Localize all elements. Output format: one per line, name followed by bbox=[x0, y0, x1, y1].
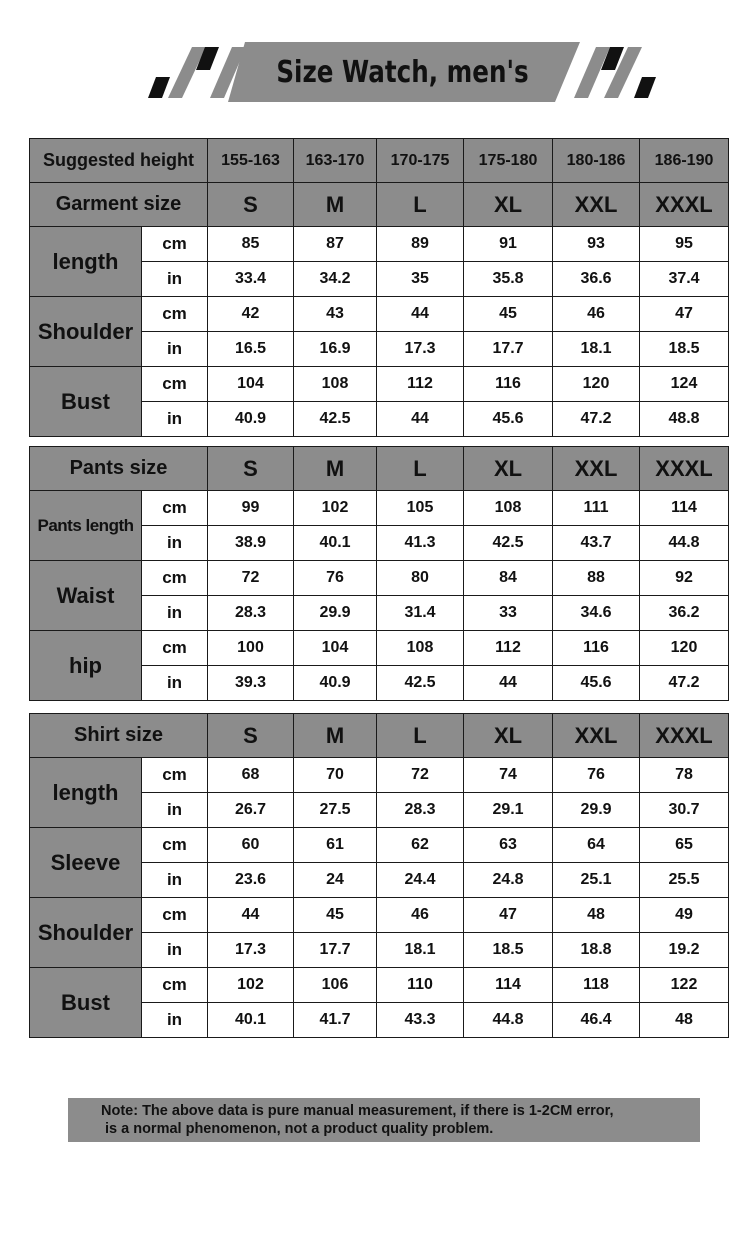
value-cell: 29.9 bbox=[553, 793, 640, 828]
value-cell: 88 bbox=[553, 561, 640, 596]
unit-label: in bbox=[142, 262, 208, 297]
pants-size-table bbox=[29, 446, 729, 701]
value-cell: 45 bbox=[464, 297, 553, 332]
value-cell: 45.6 bbox=[464, 402, 553, 437]
note-line-1: Note: The above data is pure manual measurement, if there is 1-2CM error, bbox=[101, 1103, 614, 1119]
value-cell: 43.3 bbox=[377, 1003, 464, 1038]
value-cell: 28.3 bbox=[208, 596, 294, 631]
value-cell: 48 bbox=[553, 898, 640, 933]
unit-label: in bbox=[142, 793, 208, 828]
value-cell: 48 bbox=[640, 1003, 729, 1038]
value-cell: 16.5 bbox=[208, 332, 294, 367]
garment-size-row bbox=[30, 183, 729, 227]
value-cell: 44.8 bbox=[640, 526, 729, 561]
value-cell: 18.8 bbox=[553, 933, 640, 968]
value-cell: 116 bbox=[464, 367, 553, 402]
table-row bbox=[30, 968, 729, 1003]
value-cell: 33 bbox=[464, 596, 553, 631]
table-row bbox=[30, 297, 729, 332]
value-cell: 92 bbox=[640, 561, 729, 596]
height-range: 180-186 bbox=[553, 139, 640, 183]
value-cell: 114 bbox=[640, 491, 729, 526]
value-cell: 62 bbox=[377, 828, 464, 863]
size-header: XXXL bbox=[640, 447, 729, 491]
value-cell: 37.4 bbox=[640, 262, 729, 297]
pants-size-label: Pants size bbox=[30, 447, 208, 491]
unit-label: cm bbox=[142, 297, 208, 332]
size-header: XL bbox=[464, 447, 553, 491]
size-header: L bbox=[377, 447, 464, 491]
garment-size-label: Garment size bbox=[30, 183, 208, 227]
table-row bbox=[30, 367, 729, 402]
value-cell: 18.5 bbox=[464, 933, 553, 968]
height-range: 163-170 bbox=[294, 139, 377, 183]
unit-label: in bbox=[142, 1003, 208, 1038]
value-cell: 46 bbox=[553, 297, 640, 332]
value-cell: 95 bbox=[640, 227, 729, 262]
value-cell: 76 bbox=[294, 561, 377, 596]
value-cell: 41.7 bbox=[294, 1003, 377, 1038]
value-cell: 100 bbox=[208, 631, 294, 666]
value-cell: 48.8 bbox=[640, 402, 729, 437]
value-cell: 74 bbox=[464, 758, 553, 793]
value-cell: 122 bbox=[640, 968, 729, 1003]
table-row bbox=[30, 561, 729, 596]
unit-label: in bbox=[142, 596, 208, 631]
measurement-label: Shoulder bbox=[30, 297, 142, 367]
value-cell: 33.4 bbox=[208, 262, 294, 297]
value-cell: 111 bbox=[553, 491, 640, 526]
value-cell: 42 bbox=[208, 297, 294, 332]
value-cell: 36.2 bbox=[640, 596, 729, 631]
value-cell: 99 bbox=[208, 491, 294, 526]
value-cell: 41.3 bbox=[377, 526, 464, 561]
value-cell: 46.4 bbox=[553, 1003, 640, 1038]
value-cell: 72 bbox=[208, 561, 294, 596]
value-cell: 60 bbox=[208, 828, 294, 863]
size-header: XXL bbox=[553, 447, 640, 491]
measurement-label: Sleeve bbox=[30, 828, 142, 898]
value-cell: 23.6 bbox=[208, 863, 294, 898]
unit-label: cm bbox=[142, 561, 208, 596]
unit-label: in bbox=[142, 666, 208, 701]
value-cell: 120 bbox=[640, 631, 729, 666]
unit-label: cm bbox=[142, 898, 208, 933]
value-cell: 45.6 bbox=[553, 666, 640, 701]
size-header: M bbox=[294, 447, 377, 491]
value-cell: 40.9 bbox=[208, 402, 294, 437]
page-title: Size Watch, men's bbox=[276, 54, 529, 90]
value-cell: 35.8 bbox=[464, 262, 553, 297]
value-cell: 106 bbox=[294, 968, 377, 1003]
value-cell: 89 bbox=[377, 227, 464, 262]
value-cell: 34.6 bbox=[553, 596, 640, 631]
value-cell: 108 bbox=[294, 367, 377, 402]
value-cell: 36.6 bbox=[553, 262, 640, 297]
table-row bbox=[30, 758, 729, 793]
size-header: M bbox=[294, 714, 377, 758]
value-cell: 18.5 bbox=[640, 332, 729, 367]
value-cell: 27.5 bbox=[294, 793, 377, 828]
value-cell: 104 bbox=[294, 631, 377, 666]
shirt-size-row bbox=[30, 714, 729, 758]
value-cell: 112 bbox=[464, 631, 553, 666]
size-header: XL bbox=[464, 714, 553, 758]
value-cell: 46 bbox=[377, 898, 464, 933]
height-range: 155-163 bbox=[208, 139, 294, 183]
value-cell: 80 bbox=[377, 561, 464, 596]
value-cell: 34.2 bbox=[294, 262, 377, 297]
unit-label: cm bbox=[142, 491, 208, 526]
value-cell: 17.7 bbox=[464, 332, 553, 367]
size-header: S bbox=[208, 447, 294, 491]
value-cell: 64 bbox=[553, 828, 640, 863]
value-cell: 18.1 bbox=[553, 332, 640, 367]
note-box bbox=[68, 1098, 700, 1142]
value-cell: 40.9 bbox=[294, 666, 377, 701]
value-cell: 26.7 bbox=[208, 793, 294, 828]
measurement-label: Shoulder bbox=[30, 898, 142, 968]
value-cell: 42.5 bbox=[464, 526, 553, 561]
value-cell: 42.5 bbox=[294, 402, 377, 437]
value-cell: 29.9 bbox=[294, 596, 377, 631]
pants-size-row bbox=[30, 447, 729, 491]
value-cell: 118 bbox=[553, 968, 640, 1003]
value-cell: 17.3 bbox=[377, 332, 464, 367]
value-cell: 29.1 bbox=[464, 793, 553, 828]
value-cell: 91 bbox=[464, 227, 553, 262]
value-cell: 124 bbox=[640, 367, 729, 402]
value-cell: 18.1 bbox=[377, 933, 464, 968]
value-cell: 61 bbox=[294, 828, 377, 863]
height-range: 186-190 bbox=[640, 139, 729, 183]
value-cell: 110 bbox=[377, 968, 464, 1003]
value-cell: 31.4 bbox=[377, 596, 464, 631]
value-cell: 70 bbox=[294, 758, 377, 793]
value-cell: 44 bbox=[377, 297, 464, 332]
value-cell: 108 bbox=[377, 631, 464, 666]
value-cell: 24.4 bbox=[377, 863, 464, 898]
value-cell: 28.3 bbox=[377, 793, 464, 828]
size-header: XXXL bbox=[640, 714, 729, 758]
value-cell: 68 bbox=[208, 758, 294, 793]
value-cell: 39.3 bbox=[208, 666, 294, 701]
value-cell: 25.5 bbox=[640, 863, 729, 898]
left-stripes-decoration bbox=[148, 47, 246, 98]
value-cell: 49 bbox=[640, 898, 729, 933]
unit-label: cm bbox=[142, 631, 208, 666]
value-cell: 17.3 bbox=[208, 933, 294, 968]
title-banner bbox=[0, 0, 750, 110]
measurement-label: Waist bbox=[30, 561, 142, 631]
note-line-2: is a normal phenomenon, not a product quality problem. bbox=[105, 1121, 494, 1137]
shirt-size-table bbox=[29, 713, 729, 1038]
value-cell: 47.2 bbox=[640, 666, 729, 701]
table-row bbox=[30, 898, 729, 933]
value-cell: 42.5 bbox=[377, 666, 464, 701]
value-cell: 44 bbox=[208, 898, 294, 933]
measurement-label: hip bbox=[30, 631, 142, 701]
unit-label: cm bbox=[142, 367, 208, 402]
unit-label: in bbox=[142, 933, 208, 968]
unit-label: cm bbox=[142, 828, 208, 863]
value-cell: 43 bbox=[294, 297, 377, 332]
value-cell: 16.9 bbox=[294, 332, 377, 367]
value-cell: 114 bbox=[464, 968, 553, 1003]
right-stripes-decoration bbox=[574, 47, 656, 98]
shirt-size-label: Shirt size bbox=[30, 714, 208, 758]
value-cell: 17.7 bbox=[294, 933, 377, 968]
value-cell: 76 bbox=[553, 758, 640, 793]
unit-label: in bbox=[142, 332, 208, 367]
table-row bbox=[30, 828, 729, 863]
size-header: XXL bbox=[553, 183, 640, 227]
value-cell: 112 bbox=[377, 367, 464, 402]
height-range: 175-180 bbox=[464, 139, 553, 183]
size-header: XXXL bbox=[640, 183, 729, 227]
suggested-height-row bbox=[30, 139, 729, 183]
measurement-label: Pants length bbox=[30, 491, 142, 561]
value-cell: 85 bbox=[208, 227, 294, 262]
value-cell: 44.8 bbox=[464, 1003, 553, 1038]
unit-label: in bbox=[142, 863, 208, 898]
value-cell: 44 bbox=[377, 402, 464, 437]
value-cell: 40.1 bbox=[208, 1003, 294, 1038]
measurement-label: Bust bbox=[30, 968, 142, 1038]
size-header: XL bbox=[464, 183, 553, 227]
value-cell: 47.2 bbox=[553, 402, 640, 437]
measurement-label: length bbox=[30, 227, 142, 297]
garment-size-table bbox=[29, 138, 729, 437]
size-header: M bbox=[294, 183, 377, 227]
value-cell: 25.1 bbox=[553, 863, 640, 898]
value-cell: 45 bbox=[294, 898, 377, 933]
value-cell: 43.7 bbox=[553, 526, 640, 561]
value-cell: 24 bbox=[294, 863, 377, 898]
value-cell: 24.8 bbox=[464, 863, 553, 898]
value-cell: 35 bbox=[377, 262, 464, 297]
value-cell: 47 bbox=[640, 297, 729, 332]
value-cell: 19.2 bbox=[640, 933, 729, 968]
value-cell: 44 bbox=[464, 666, 553, 701]
value-cell: 87 bbox=[294, 227, 377, 262]
table-row bbox=[30, 227, 729, 262]
value-cell: 78 bbox=[640, 758, 729, 793]
size-header: S bbox=[208, 183, 294, 227]
unit-label: cm bbox=[142, 968, 208, 1003]
value-cell: 65 bbox=[640, 828, 729, 863]
size-header: L bbox=[377, 714, 464, 758]
unit-label: cm bbox=[142, 227, 208, 262]
measurement-label: length bbox=[30, 758, 142, 828]
value-cell: 104 bbox=[208, 367, 294, 402]
size-header: XXL bbox=[553, 714, 640, 758]
value-cell: 102 bbox=[208, 968, 294, 1003]
measurement-label: Bust bbox=[30, 367, 142, 437]
table-row bbox=[30, 631, 729, 666]
unit-label: in bbox=[142, 402, 208, 437]
value-cell: 84 bbox=[464, 561, 553, 596]
value-cell: 120 bbox=[553, 367, 640, 402]
unit-label: in bbox=[142, 526, 208, 561]
value-cell: 108 bbox=[464, 491, 553, 526]
value-cell: 40.1 bbox=[294, 526, 377, 561]
value-cell: 63 bbox=[464, 828, 553, 863]
value-cell: 116 bbox=[553, 631, 640, 666]
value-cell: 30.7 bbox=[640, 793, 729, 828]
value-cell: 105 bbox=[377, 491, 464, 526]
value-cell: 102 bbox=[294, 491, 377, 526]
suggested-height-label: Suggested height bbox=[30, 139, 208, 183]
value-cell: 47 bbox=[464, 898, 553, 933]
value-cell: 38.9 bbox=[208, 526, 294, 561]
height-range: 170-175 bbox=[377, 139, 464, 183]
unit-label: cm bbox=[142, 758, 208, 793]
size-header: S bbox=[208, 714, 294, 758]
table-row bbox=[30, 491, 729, 526]
size-header: L bbox=[377, 183, 464, 227]
value-cell: 93 bbox=[553, 227, 640, 262]
value-cell: 72 bbox=[377, 758, 464, 793]
